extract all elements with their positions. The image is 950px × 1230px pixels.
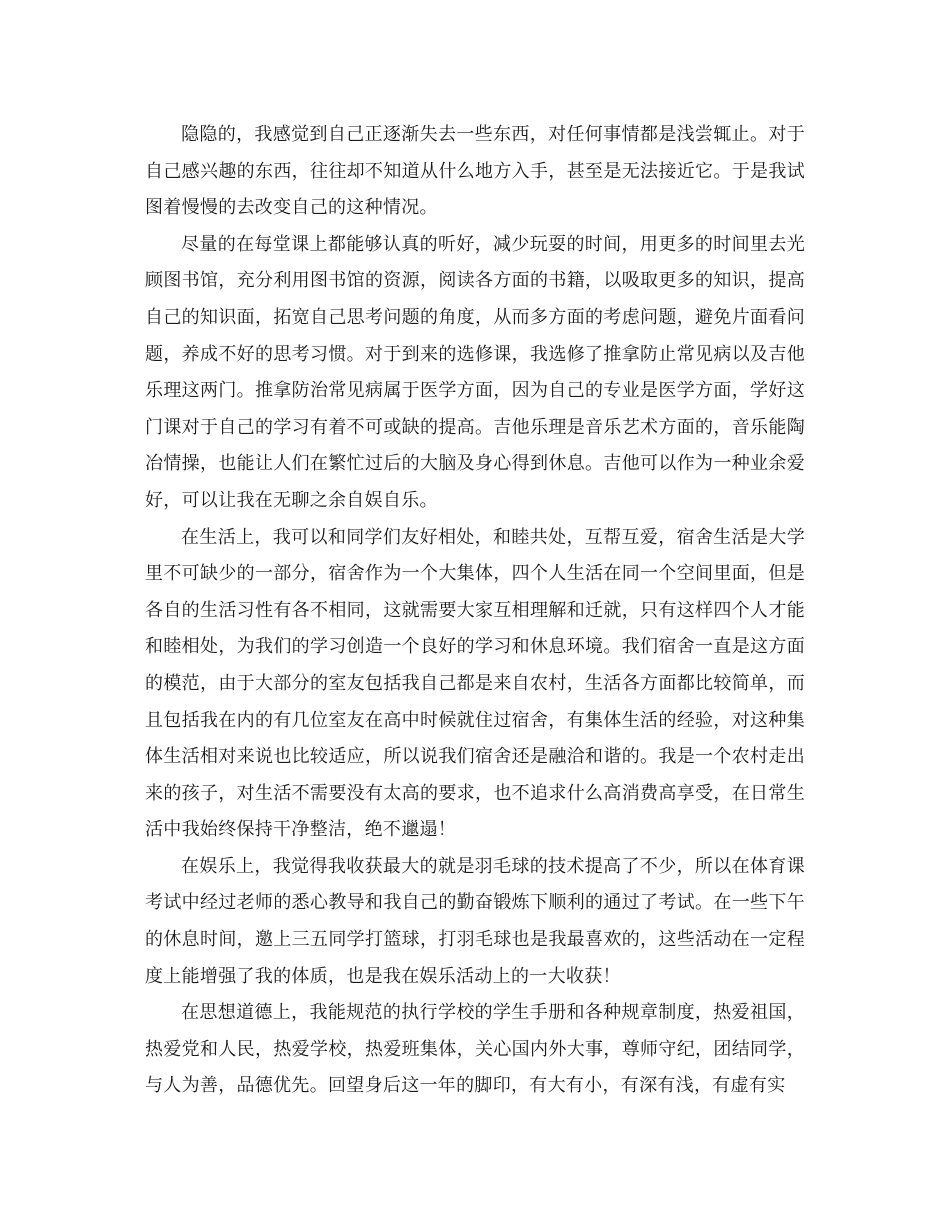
paragraph-4: 在娱乐上，我觉得我收获最大的就是羽毛球的技术提高了不少，所以在体育课考试中经过老师的悉心教导和我自己的勤奋锻炼下顺利的通过了考试。在一些下午的休息时间，邀上三五同学打篮球，打羽毛球也是我最喜欢的，这些活动在一定程度上能增强了我的体质，也是我在娱乐活动上的一大收获！	[145, 855, 805, 987]
paragraph-2: 尽量的在每堂课上都能够认真的听好，减少玩耍的时间，用更多的时间里去光顾图书馆，充分利用图书馆的资源，阅读各方面的书籍，以吸取更多的知识，提高自己的知识面，拓宽自己思考问题的角度，从而多方面的考虑问题，避免片面看问题，养成不好的思考习惯。对于到来的选修课，我选修了推拿防止常见病以及吉他乐理这两门。推拿防治常见病属于医学方面，因为自己的专业是医学方面，学好这门课对于自己的学习有着不可或缺的提高。吉他乐理是音乐艺术方面的，音乐能陶冶情操，也能让人们在繁忙过后的大脑及身心得到休息。吉他可以作为一种业余爱好，可以让我在无聊之余自娱自乐。	[145, 233, 805, 511]
paragraph-1: 隐隐的，我感觉到自己正逐渐失去一些东西，对任何事情都是浅尝辄止。对于自己感兴趣的东西，往往却不知道从什么地方入手，甚至是无法接近它。于是我试图着慢慢的去改变自己的这种情况。	[145, 124, 805, 219]
paragraph-5: 在思想道德上，我能规范的执行学校的学生手册和各种规章制度，热爱祖国，热爱党和人民，热爱学校，热爱班集体，关心国内外大事，尊师守纪，团结同学，与人为善，品德优先。回望身后这一年的脚印，有大有小，有深有浅，有虚有实	[145, 1002, 805, 1097]
document-body	[145, 117, 805, 1105]
paragraph-3: 在生活上，我可以和同学们友好相处，和睦共处，互帮互爱，宿舍生活是大学里不可缺少的一部分，宿舍作为一个大集体，四个人生活在同一个空间里面，但是各自的生活习性有各不相同，这就需要大家互相理解和迁就，只有这样四个人才能和睦相处，为我们的学习创造一个良好的学习和休息环境。我们宿舍一直是这方面的模范，由于大部分的室友包括我自己都是来自农村，生活各方面都比较简单，而且包括我在内的有几位室友在高中时候就住过宿舍，有集体生活的经验，对这种集体生活相对来说也比较适应，所以说我们宿舍还是融洽和谐的。我是一个农村走出来的孩子，对生活不需要没有太高的要求，也不追求什么高消费高享受，在日常生活中我始终保持干净整洁，绝不邋遢！	[145, 526, 805, 841]
